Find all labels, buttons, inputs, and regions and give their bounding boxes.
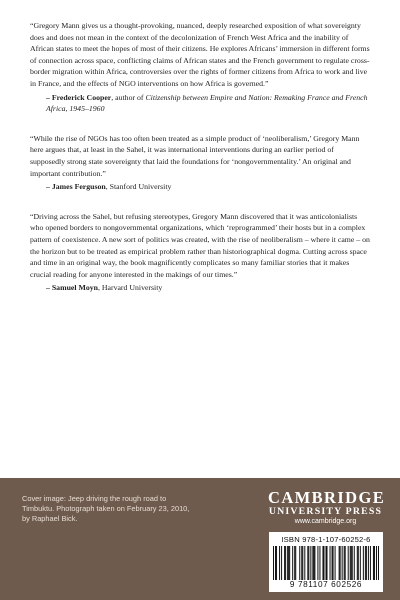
endorsements [30,20,370,312]
quote-attribution [46,92,370,115]
quote-attribution [46,282,370,294]
quote-text: “While the rise of NGOs has too often been treated as a simple product of ‘neoliberalism,’ Gregory Mann here argues that, at least in the Sahel, it was international interventions during an earlier period of supposedly strong state sovereignty that laid the foundations for ‘nongovernmentality.’ An original and important contribution.” [30,133,360,178]
endorsement-cooper [30,20,370,115]
author-affiliation: , author of [111,92,144,102]
cover-image-caption: Cover image: Jeep driving the rough road to Timbuktu. Photograph taken on February 23, 2010, by Raphael Bick. [22,494,190,523]
publisher-subtitle: UNIVERSITY PRESS [268,506,383,517]
publisher-url: www.cambridge.org [294,518,357,525]
author-affiliation: , Harvard University [97,283,163,293]
isbn-label: ISBN 978-1-107-60252-6 [281,535,371,544]
cover-footer [0,478,400,600]
barcode-icon [273,546,379,580]
quote-attribution [46,181,370,193]
quote-text: “Driving across the Sahel, but refusing stereotypes, Gregory Mann discovered that it was anticolonialists who opened borders to nongovernmental organizations, which ‘reprogrammed’ their hosts but in a complex pattern of coexistence. A new sort of politics was created, with the rise of neoliberalism – where it came – on the horizon but to be treated as empirical problem rather than historiographical dogma. Cutting across space and time in an original way, the book magnificently complicates so many familiar stories that it makes crucial reading for anyone interested in the makings of our times.” [30,211,370,279]
endorsement-ferguson [30,133,370,193]
barcode-digits: 9 781107 602526 [289,580,363,589]
author-affiliation: , Stanford University [105,182,172,192]
author-name: – James Ferguson [46,182,106,192]
author-work: Citizenship between Empire and Nation: Remaking France and French Africa, 1945–1960 [46,92,368,114]
quote-text: “Gregory Mann gives us a thought-provoking, nuanced, deeply researched exposition of what sovereignty does and does not mean in the context of the decolonization of French West Africa and the inability of African states to meet the hopes of most of their citizens. He explores Africans’ immersion in different forms of connection across space, conflicting claims of African states and the French government to regulate cross-border migration within Africa, controversies over the rights of former citizens from Africa to work and live in France, and the effects of NGO interventions on how Africa is governed.” [30,21,370,88]
author-name: – Samuel Moyn [46,283,98,293]
publisher-name: CAMBRIDGE [268,488,386,507]
barcode-panel [269,532,383,592]
endorsement-moyn [30,211,370,294]
publisher-logo [268,488,386,527]
author-name: – Frederick Cooper [46,92,112,102]
